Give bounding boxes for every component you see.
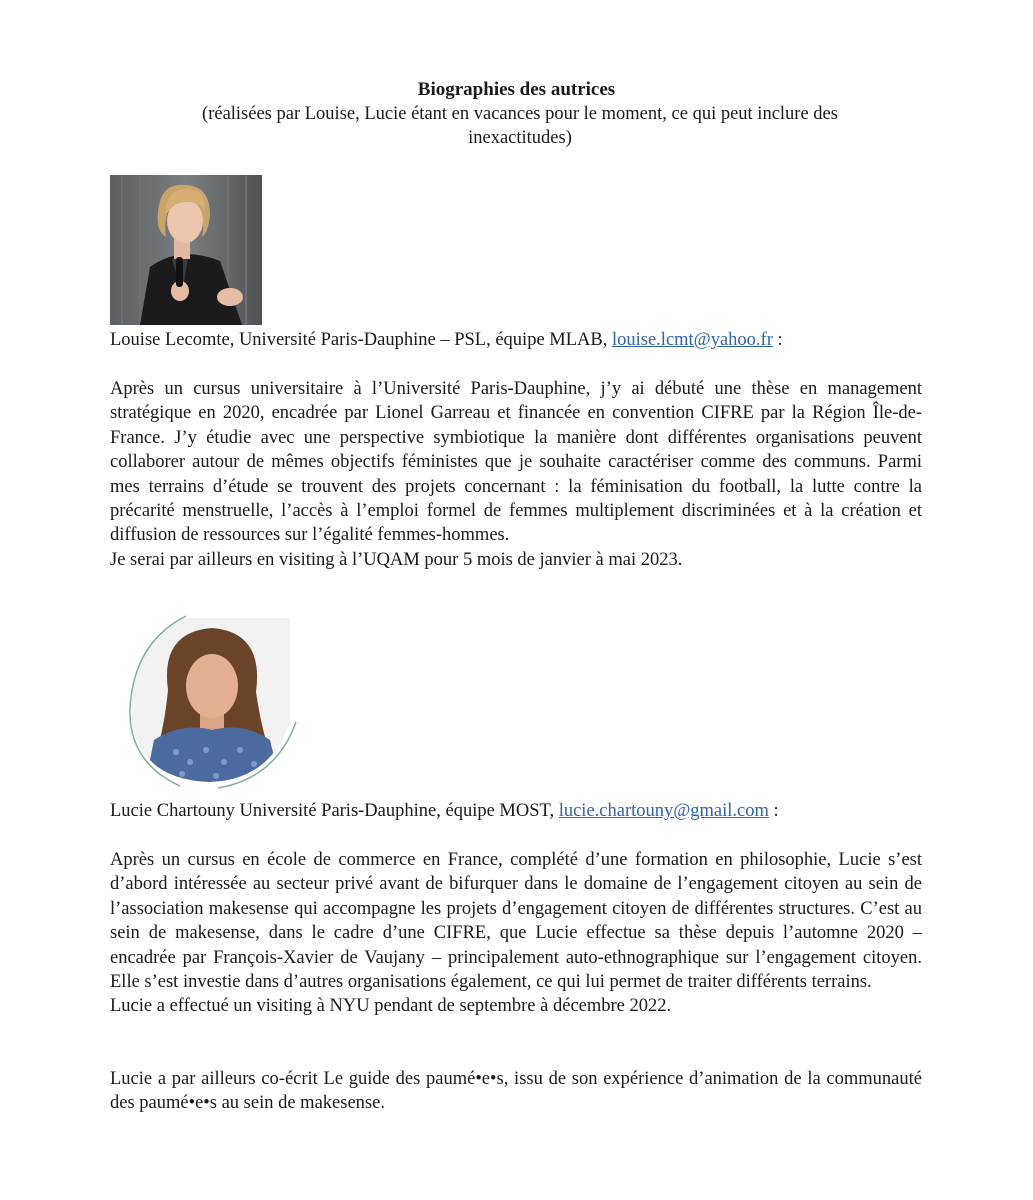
lucie-book: Lucie a par ailleurs co-écrit Le guide des paumé•e•s, issu de son expérience d’animation de la communauté des paumé•e•s au sein de makesense. [110, 1069, 922, 1114]
louise-affiliation [110, 328, 922, 352]
louise-bio-block [110, 377, 922, 572]
lucie-colon: : [768, 801, 779, 821]
lucie-email-link[interactable]: lucie.chartouny@gmail.com [558, 801, 769, 821]
louise-colon: : [772, 330, 783, 350]
lucie-affiliation [110, 799, 922, 823]
lucie-visiting: Lucie a effectué un visiting à NYU pendant de septembre à décembre 2022. [110, 996, 672, 1017]
lucie-book-block [110, 1067, 922, 1116]
document-title: Biographies des autrices [417, 79, 616, 100]
louise-bio: Après un cursus universitaire à l’Université Paris-Dauphine, j’y ai débuté une thèse en management stratégique en 2020, encadrée par Lionel Garreau et financée en convention CIFRE par la Région Île-de-France. J’y étudie avec une perspective symbiotique la manière dont différentes organisations peuvent collaborer autour de mêmes objectifs féministes que je souhaite caractériser comme des communs. Parmi mes terrains d’étude se trouvent des projets concernant : la féminisation du football, la lutte contre la précarité menstruelle, l’accès à l’emploi formel de femmes multiplement discriminées et à la création et diffusion de ressources sur l’égalité femmes-hommes. [110, 379, 922, 546]
lucie-heading: Lucie Chartouny Université Paris-Dauphine, équipe MOST, [110, 801, 555, 821]
lucie-bio: Après un cursus en école de commerce en France, complété d’une formation en philosophie, Lucie s’est d’abord intéressée au secteur privé avant de bifurquer dans le domaine de l’engagement citoyen au sein de l’association makesense qui accompagne les projets d’engagement citoyen de différentes structures. C’est au sein de makesense, dans le cadre d’une CIFRE, que Lucie effectue sa thèse depuis l’automne 2020 – encadrée par François-Xavier de Vaujany – principalement auto-ethnographique sur l’engagement citoyen. Elle s’est investie dans d’autres organisations également, ce qui lui permet de traiter différents terrains. [110, 850, 922, 993]
louise-visiting: Je serai par ailleurs en visiting à l’UQAM pour 5 mois de janvier à mai 2023. [110, 549, 683, 570]
louise-portrait [110, 175, 262, 325]
louise-email-link[interactable]: louise.lcmt@yahoo.fr [611, 330, 773, 350]
lucie-portrait [120, 612, 300, 790]
louise-heading: Louise Lecomte, Université Paris-Dauphine – PSL, équipe MLAB, [110, 330, 608, 350]
document-subtitle: (réalisées par Louise, Lucie étant en vacances pour le moment, ce qui peut inclure des inexactitudes) [202, 104, 838, 148]
lucie-bio-block [110, 848, 922, 1019]
